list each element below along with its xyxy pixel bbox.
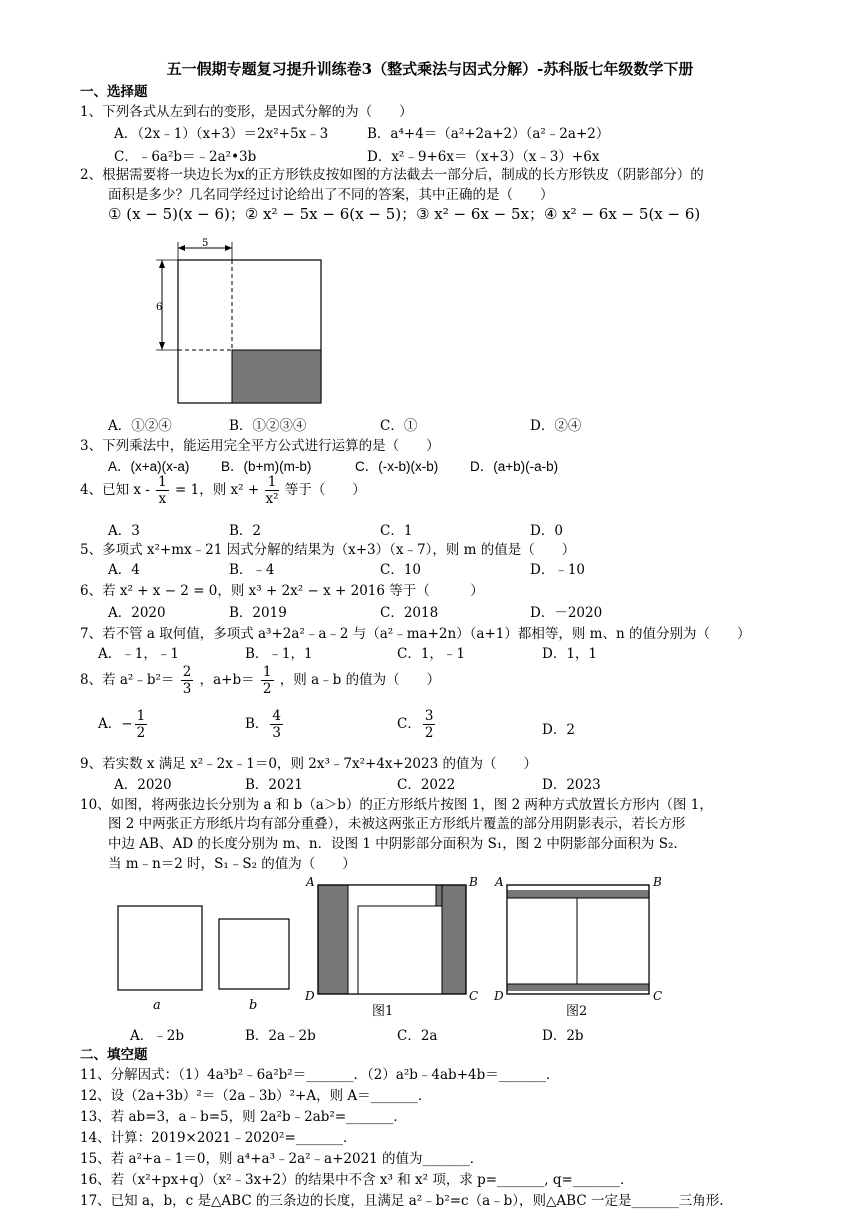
height-arrow-bottom-head [159, 342, 165, 350]
q5-option-a: A．4 [108, 562, 140, 578]
height-label: 6 [156, 302, 163, 313]
shaded-rectangle [232, 350, 321, 403]
square-b [219, 919, 289, 989]
q8-stem: 8、若 a²﹣b²＝ $\frac{2}{3}$ ，a+b＝ $\frac{1}{2}$ ，则 a﹣b 的值为（ ） [80, 664, 441, 697]
q9-option-a: A．2020 [114, 777, 172, 793]
q9-option-d: D．2023 [542, 777, 601, 793]
q11: 11、分解因式：（1）4a³b²﹣6a²b²＝_______．（2）a²b﹣4ab+4b＝_______． [80, 1067, 560, 1083]
q2-option-b: B．①②③④ [229, 418, 307, 434]
square-a-label: a [153, 998, 161, 1013]
fig1-caption: 图1 [372, 1004, 394, 1019]
q3-stem: 3、下列乘法中，能运用完全平方公式进行运算的是（ ） [80, 438, 440, 454]
q2-square-figure [150, 238, 330, 406]
q1-option-c: C．﹣6a²b＝﹣2a²•3b [114, 149, 257, 165]
q10-figures [100, 872, 690, 1022]
q5-option-b: B．﹣4 [229, 562, 275, 578]
q9-stem: 9、若实数 x 满足 x²﹣2x﹣1＝0，则 2x³﹣7x²+4x+2023 的值为（ ） [80, 756, 537, 772]
svg-text:D: D [494, 989, 504, 1003]
q4-option-c: C．1 [380, 523, 413, 539]
figure-2 [493, 875, 662, 1019]
q10-option-a: A．﹣2b [130, 1028, 184, 1044]
width-arrow-right-head [225, 245, 232, 251]
svg-text:A: A [495, 875, 504, 889]
svg-text:B: B [653, 875, 662, 889]
figure-1 [304, 875, 478, 1019]
q7-option-d: D．1，1 [542, 646, 598, 662]
q15: 15、若 a²+a﹣1＝0，则 a⁴+a³﹣2a²﹣a+2021 的值为_______． [80, 1151, 484, 1167]
q6-option-b: B．2019 [229, 605, 287, 621]
section-heading-choice: 一、选择题 [80, 84, 148, 100]
q4-option-a: A．3 [108, 523, 140, 539]
q4-stem: 4、已知 x - $\frac{1}{x}$ = 1，则 x² + $\frac{1}{\text{x²}}$ 等于（ ） [80, 474, 366, 507]
page-title: 五一假期专题复习提升训练卷3（整式乘法与因式分解）-苏科版七年级数学下册 [166, 60, 694, 78]
q10-stem-line4: 当 m﹣n＝2 时，S₁﹣S₂ 的值为（ ） [108, 856, 356, 872]
q10-stem-line3: 中边 AB、AD 的长度分别为 m、n．设图 1 中阴影部分面积为 S₁，图 2 中阴影部分面积为 S₂. [108, 836, 678, 852]
height-arrow-top-head [159, 260, 165, 268]
q10-stem-line1: 10、如图，将两张边长分别为 a 和 b（a＞b）的正方形纸片按图 1，图 2 两种方式放置长方形内（图 1， [80, 797, 713, 813]
q2-option-a: A．①②④ [108, 418, 172, 434]
q5-option-d: D．﹣10 [530, 562, 586, 578]
q6-option-d: D．－2020 [530, 605, 603, 621]
fig2-square-a [577, 898, 649, 984]
q3-option-a: A．(x+a)(x-a) [108, 459, 190, 474]
svg-text:D: D [305, 989, 315, 1003]
q12: 12、设（2a+3b）²＝（2a﹣3b）²+A，则 A＝_______． [80, 1088, 432, 1104]
q3-option-c: C．(-x-b)(x-b) [355, 459, 439, 474]
q4-option-b: B．2 [229, 523, 262, 539]
svg-text:A: A [306, 875, 315, 889]
q10-option-d: D．2b [542, 1028, 584, 1044]
q14: 14、计算：2019×2021﹣2020²=_______． [80, 1130, 357, 1146]
width-label: 5 [202, 238, 209, 249]
svg-text:C: C [469, 989, 479, 1003]
q4-option-d: D．0 [530, 523, 563, 539]
q2-option-c: C．① [380, 418, 418, 434]
q16: 16、若（x²+px+q）（x²﹣3x+2）的结果中不含 x³ 和 x² 项，求 p=_______, q=_______． [80, 1172, 634, 1188]
q1-stem: 1、下列各式从左到右的变形，是因式分解的为（ ） [80, 104, 413, 120]
q5-stem: 5、多项式 x²+mx﹣21 因式分解的结果为（x+3）（x﹣7），则 m 的值是（ ） [80, 542, 576, 558]
square-b-label: b [249, 998, 258, 1013]
q2-stem-line1: 2、根据需要将一块边长为x的正方形铁皮按如图的方法截去一部分后，制成的长方形铁皮（阴影部分）的 [80, 167, 704, 183]
q7-option-c: C．1，﹣1 [397, 646, 466, 662]
width-arrow-left-head [178, 245, 185, 251]
section-heading-fill: 二、填空题 [80, 1047, 148, 1063]
q9-option-b: B．2021 [245, 777, 303, 793]
q13: 13、若 ab=3，a﹣b=5，则 2a²b﹣2ab²=_______． [80, 1109, 407, 1125]
svg-text:C: C [653, 989, 663, 1003]
q2-option-d: D．②④ [530, 418, 582, 434]
fig2-bottom-shade [507, 984, 649, 991]
q1-option-d: D．x²﹣9+6x＝（x+3）（x﹣3）+6x [367, 149, 600, 165]
fig2-caption: 图2 [566, 1004, 588, 1019]
q1-option-a: A．（2x﹣1）（x+3）＝2x²+5x﹣3 [114, 126, 329, 142]
q9-option-c: C．2022 [397, 777, 456, 793]
svg-text:B: B [469, 875, 478, 889]
q10-stem-line2: 图 2 中两张正方形纸片均有部分重叠），未被这两张正方形纸片覆盖的部分用阴影表示，若长方形 [108, 816, 686, 832]
q8-option-b: B． $\frac{4}{3}$ [245, 708, 282, 741]
q6-option-a: A．2020 [108, 605, 166, 621]
q3-option-d: D．(a+b)(-a-b) [470, 459, 559, 474]
q7-option-a: A．﹣1，﹣1 [98, 646, 179, 662]
q7-option-b: B．﹣1，1 [245, 646, 313, 662]
q7-stem: 7、若不管 a 取何值，多项式 a³+2a²﹣a﹣2 与（a²﹣ma+2n）（a+1）都相等，则 m、n 的值分别为（ ） [80, 626, 751, 642]
fig1-square-b [358, 906, 442, 994]
q8-option-d: D．2 [542, 722, 575, 738]
q3-option-b: B．(b+m)(m-b) [221, 459, 312, 474]
q10-option-b: B．2a﹣2b [245, 1028, 316, 1044]
q10-option-c: C．2a [397, 1028, 438, 1044]
q6-option-c: C．2018 [380, 605, 439, 621]
q2-stem-line2: 面积是多少？几名同学经过讨论给出了不同的答案，其中正确的是（ ） [108, 187, 554, 203]
square-a [118, 906, 202, 990]
q17: 17、已知 a，b，c 是△ABC 的三条边的长度，且满足 a²﹣b²=c（a﹣b），则△ABC 一定是_______三角形. [80, 1193, 724, 1209]
q6-stem: 6、若 x² + x − 2 = 0，则 x³ + 2x² − x + 2016 等于（ ） [80, 583, 484, 599]
fig2-square-b [507, 898, 587, 984]
q5-option-c: C．10 [380, 562, 422, 578]
q8-option-c: C． $\frac{3}{2}$ [397, 708, 434, 741]
q2-answers-line: ① (x − 5)(x − 6)；② x² − 5x − 6(x − 5)；③ x² − 6x − 5x；④ x² − 6x − 5(x − 6) [108, 205, 701, 223]
q8-option-a: A．− $\frac{1}{2}$ [98, 708, 146, 741]
q1-option-b: B．a⁴+4＝（a²+2a+2）（a²﹣2a+2） [367, 126, 610, 142]
